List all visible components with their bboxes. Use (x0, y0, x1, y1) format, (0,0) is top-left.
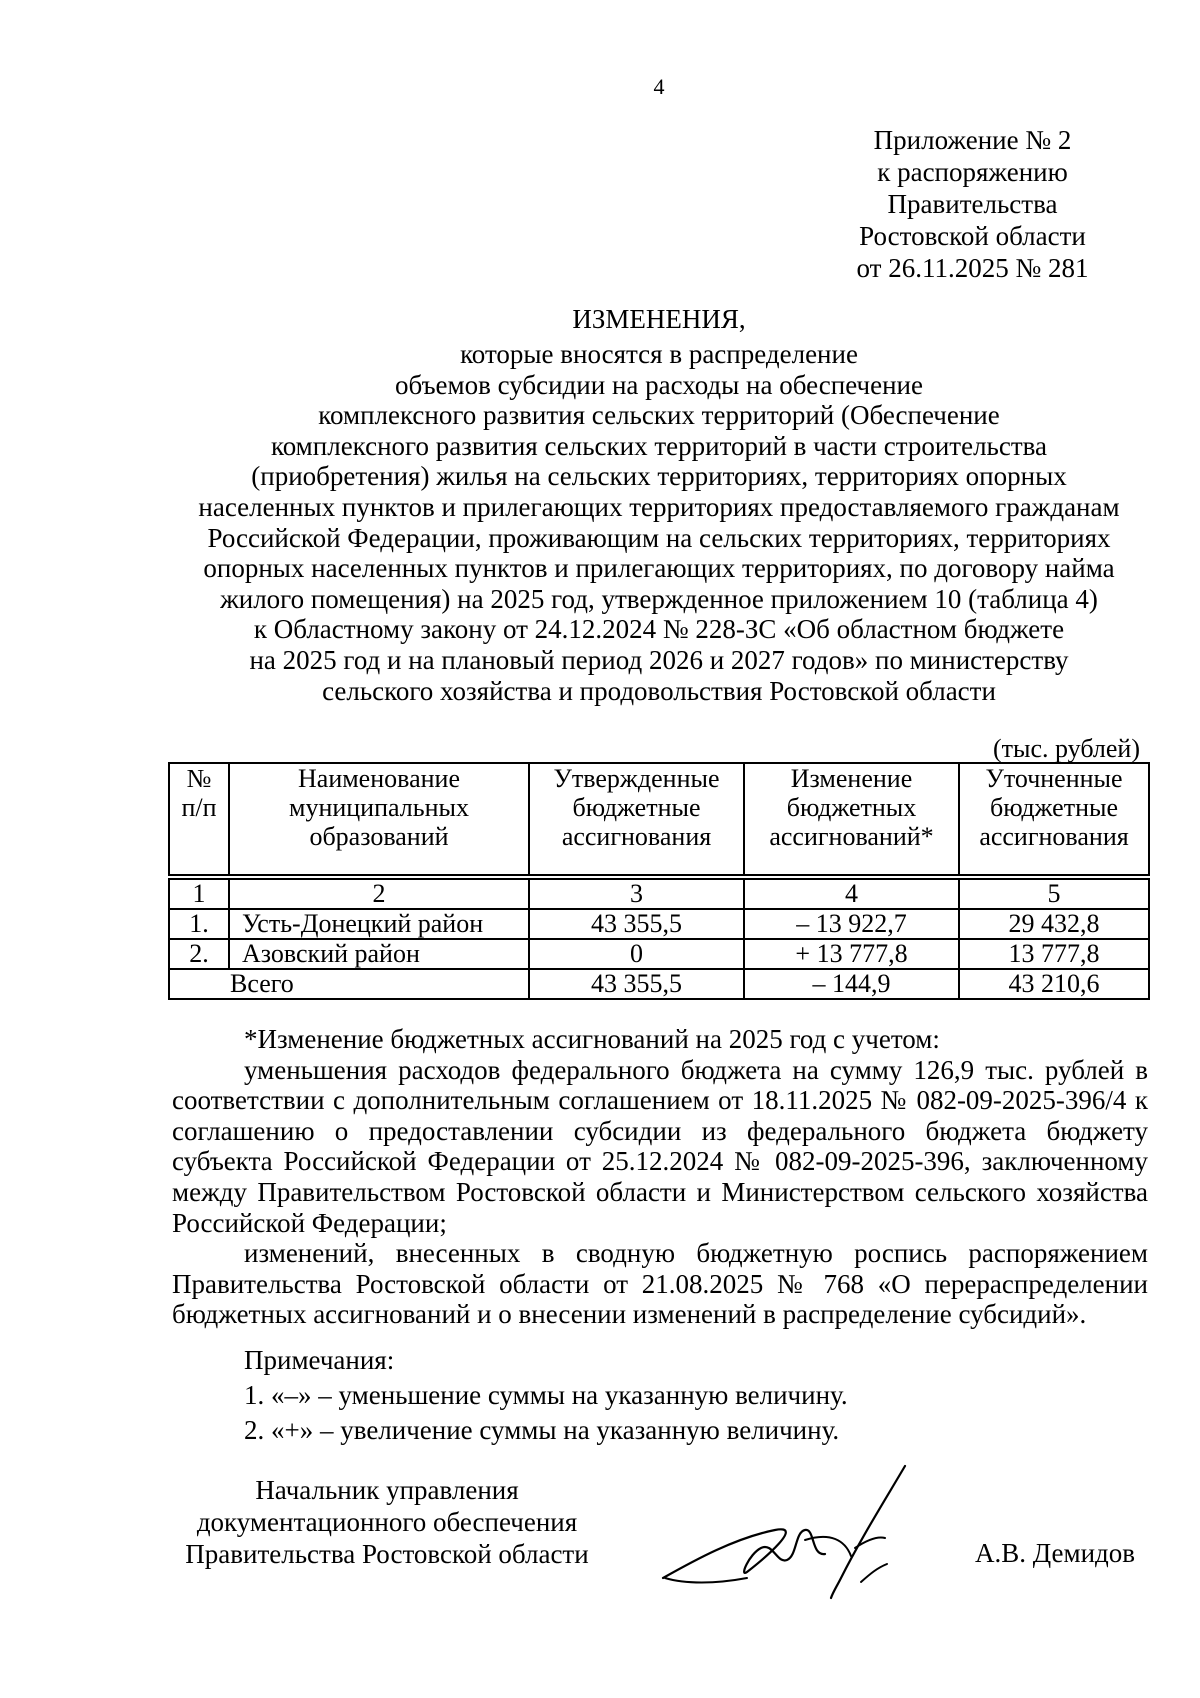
appendix-line: Правительства (887, 189, 1058, 219)
subtitle-line: объемов субсидии на расходы на обеспечение (395, 369, 923, 400)
total-row (169, 969, 1149, 999)
appendix-line: к распоряжению (877, 157, 1068, 187)
note-item: 1. «–» – уменьшение суммы на указанную величину. (244, 1380, 848, 1410)
column-number: 5 (959, 879, 1149, 909)
subtitle-line: к Областному закону от 24.12.2024 № 228-ЗС «Об областном бюджете (253, 614, 1065, 645)
column-number: 3 (529, 879, 744, 909)
table-row (169, 939, 1149, 969)
subtitle-line: комплексного развития сельских территорий в части строительства (270, 430, 1048, 461)
row-number: 1. (169, 909, 229, 939)
appendix-block (845, 124, 1100, 284)
header-row (169, 763, 1149, 875)
notes-block (244, 1343, 1144, 1448)
subtitle-line: Российской Федерации, проживающим на сельских территориях, территориях (207, 522, 1111, 553)
notes-title: Примечания: (244, 1345, 395, 1375)
column-number: 1 (169, 879, 229, 909)
header-cell-approved: Утвержденные бюджетные ассигнования (529, 763, 744, 875)
appendix-line: от 26.11.2025 № 281 (856, 253, 1089, 283)
row-number: 2. (169, 939, 229, 969)
position-line: Начальник управления (255, 1475, 519, 1505)
page-number: 4 (653, 74, 665, 99)
position-line: Правительства Ростовской области (185, 1539, 589, 1569)
table-row (169, 909, 1149, 939)
column-number-row (169, 879, 1149, 909)
total-refined: 43 210,6 (959, 969, 1149, 999)
position-line: документационного обеспечения (196, 1507, 578, 1537)
header-cell-no: № п/п (169, 763, 229, 875)
total-change: – 144,9 (744, 969, 959, 999)
approved-value: 0 (529, 939, 744, 969)
municipality-name: Азовский район (229, 939, 529, 969)
footnote-paragraph: изменений, внесенных в сводную бюджетную роспись распоряжением Правительства Ростовской области от 21.08.2025 № 768 «О перераспределении бюджетных ассигнований и о внесении изменений в распределение субсидий». (172, 1238, 1148, 1330)
subtitle-line: комплексного развития сельских территорий (Обеспечение (318, 400, 1000, 431)
change-value: + 13 777,8 (744, 939, 959, 969)
subtitle-line: (приобретения) жилья на сельских территориях, территориях опорных (251, 461, 1067, 492)
data-table (168, 878, 1150, 1000)
subtitle-line: на 2025 год и на плановый период 2026 и 2027 годов» по министерству (249, 644, 1069, 675)
note-item: 2. «+» – увеличение суммы на указанную величину. (244, 1415, 840, 1445)
subtitle-line: опорных населенных пунктов и прилегающих территориях, по договору найма (203, 553, 1115, 584)
units-label: (тыс. рублей) (992, 734, 1140, 763)
subtitle-line: жилого помещения) на 2025 год, утвержденное приложением 10 (таблица 4) (220, 583, 1098, 614)
refined-value: 13 777,8 (959, 939, 1149, 969)
signatory-position (172, 1474, 602, 1570)
appendix-line: Ростовской области (859, 221, 1086, 251)
table-header (168, 762, 1150, 876)
subtitle-line: сельского хозяйства и продовольствия Ростовской области (322, 675, 996, 706)
document-subtitle (130, 339, 1188, 706)
total-label: Всего (169, 969, 529, 999)
signatory-name: А.В. Демидов (975, 1538, 1136, 1568)
appendix-line: Приложение № 2 (873, 125, 1072, 155)
change-value: – 13 922,7 (744, 909, 959, 939)
footnote (172, 1024, 1148, 1330)
approved-value: 43 355,5 (529, 909, 744, 939)
column-number: 4 (744, 879, 959, 909)
refined-value: 29 432,8 (959, 909, 1149, 939)
column-number: 2 (229, 879, 529, 909)
subtitle-line: которые вносятся в распределение (460, 339, 858, 369)
municipality-name: Усть-Донецкий район (229, 909, 529, 939)
footnote-intro: *Изменение бюджетных ассигнований на 2025 год с учетом: (244, 1024, 940, 1054)
subtitle-line: населенных пунктов и прилегающих территориях предоставляемого гражданам (198, 491, 1120, 522)
header-cell-name: Наименование муниципальных образований (229, 763, 529, 875)
total-approved: 43 355,5 (529, 969, 744, 999)
header-cell-change: Изменение бюджетных ассигнований* (744, 763, 959, 875)
header-cell-refined: Уточненные бюджетные ассигнования (959, 763, 1149, 875)
document-title: ИЗМЕНЕНИЯ, (572, 304, 746, 334)
footnote-paragraph: уменьшения расходов федерального бюджета на сумму 126,9 тыс. рублей в соответствии с дополнительным соглашением от 18.11.2025 № 082-09-2025-396/4 к соглашению о предоставлении субсидии из федерального бюджета бюджету субъекта Российской Федерации от 25.12.2024 № 082-09-2025-396, заключенному между Правительством Ростовской области и Министерством сельского хозяйства Российской Федерации; (172, 1054, 1148, 1238)
handwritten-signature (655, 1460, 945, 1600)
